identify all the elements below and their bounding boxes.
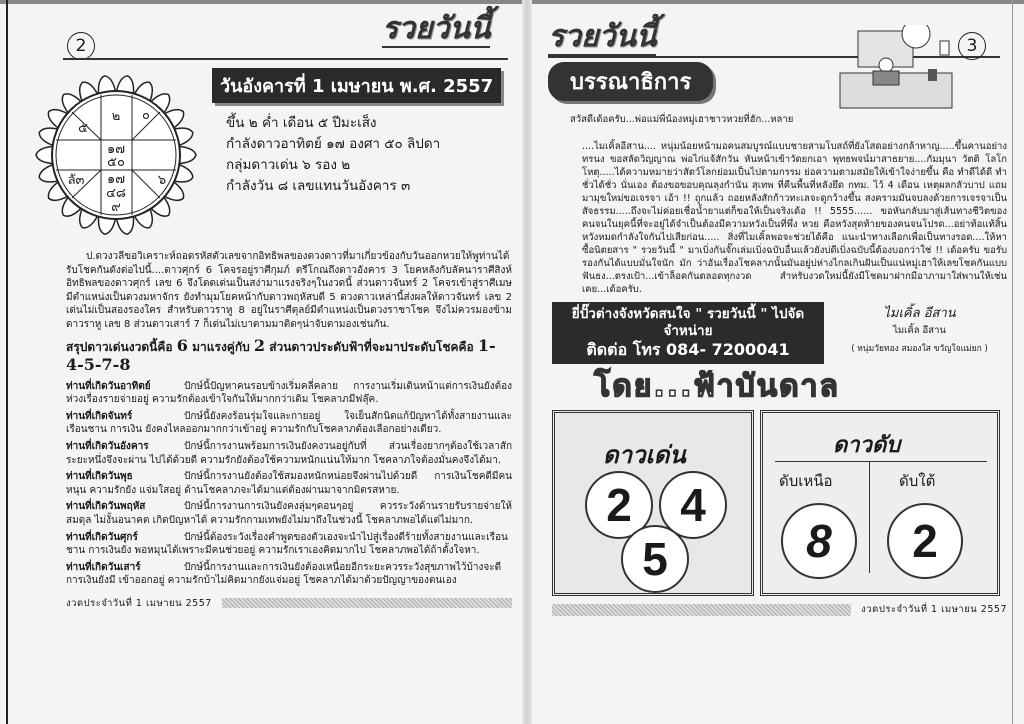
horoscope-text: ปักษ์นี้การงานการเงินยังคงลุ่มๆดอนๆอยู่ ควรระวังด้านรายรับรายจ่ายให้สมดุล ไม่งั้นอนาคต (66, 501, 512, 526)
footer-bar (552, 604, 851, 616)
info-line: กำลังวัน ๘ เลขแทนวันอังคาร ๓ (226, 178, 411, 194)
wheel-cell: ๑๗ (106, 172, 126, 187)
south-number: 2 (887, 503, 963, 579)
page-number: 2 (67, 32, 95, 60)
horoscope-text-cont: ความรักต้องเข้าใจกันให้มากกว่าเดิม โชคลาภมีฟลุ๊ค. (152, 394, 379, 406)
ad-line: ยี่ปั๊วต่างจังหวัดสนใจ " รวยวันนี้ " ไปจัดจำหน่าย (571, 306, 805, 339)
divider (775, 461, 987, 462)
wheel-cell: ลั๓ (67, 173, 85, 188)
horoscope-text-cont: เข้าออกอยู่ ความรักบ้าไม่คิดมากยังแจ่มอยู่ โชคลาภได้มาด้วยปัญญาของตนเอง (118, 575, 457, 587)
right-page-content (552, 140, 1007, 617)
horoscope-text: ปักษ์นี้ปัญหาคนรอบข้างเริ่มคลี่คลาย การงานเริ่มเดินหน้าแต่การเงินยังต้องห่วงเรื่องรายจ่ายอยู่ (66, 380, 512, 406)
main-number: 6 (176, 335, 188, 355)
wheel-cell: ๐ (142, 108, 150, 123)
horoscope-entry (66, 531, 512, 558)
horoscope-day: ท่านที่เกิดวันเสาร์ (66, 561, 141, 573)
astro-info (212, 113, 512, 197)
horoscope-text: ปักษ์นี้การงานและการเงินยังต้องเหนื่อยอีกระยะควรระวังสุขภาพไว้บ้างจะดี การเงินยังมี (66, 561, 502, 587)
summary-line (66, 337, 512, 375)
wheel-cell: ๔๘ (106, 186, 126, 201)
scan-top-edge (0, 0, 1024, 4)
divider (869, 461, 870, 573)
horoscope-text: ปักษ์นี้การงานยังต้องใช้สมองหนักหน่อยจึงผ่านไปด้วยดี การเงินโชคดีมีคนหนุน ความรักยัง (66, 471, 512, 496)
horoscope-day: ท่านที่เกิดวันอังคาร (66, 440, 149, 452)
magazine-logo: รวยวันนี้ (548, 19, 657, 54)
page-footer: งวดประจำวันที่ 1 เมษายน 2557 (66, 597, 212, 609)
footer-row (66, 596, 512, 611)
horoscope-text: ปักษ์นี้ต้องระวังเรื่องคำพูดของตัวเองจะนำไปสู่เรื่องดีร้ายทั้งสายงานและเรือนชาน การเงินยัง (66, 531, 508, 557)
horoscope-text: ปักษ์นี้ยังคงร้อนรุ่มใจและกายอยู่ ใจเย็นสักนิดแก้ปัญหาได้ทั้งสายงานและเรือนชาน การเงิน (66, 410, 512, 436)
page-number: 3 (958, 32, 986, 60)
page-footer: งวดประจำวันที่ 1 เมษายน 2557 (861, 604, 1007, 615)
wheel-cell: ๖ (157, 173, 167, 188)
date-and-info (212, 68, 512, 197)
magazine-logo: รวยวันนี้ (382, 11, 491, 46)
wheel-cell: ๑๗ (106, 142, 126, 157)
lucky-number: 2 (585, 471, 653, 539)
signature-note: ( หนุ่มวัยทอง สมองใส ขวัญใจแม่ยก ) (851, 344, 988, 354)
horoscope-text-cont: แจ่มใสอยู่ ด้านโชคลาภจะได้มาแต่ต้องผ่านมาจากมิตรสหาย. (139, 484, 400, 496)
horoscope-text-cont: ไปได้ด้วยดี ความรักยังต้องใช้ความหนักแน่นให้มาก โชคลาภใจต้องมั่นคงจึงได้มา. (149, 454, 502, 466)
ad-row (552, 302, 1007, 364)
horoscope-day: ท่านที่เกิดวันศุกร์ (66, 531, 138, 543)
wheel-cell: ๙ (111, 200, 121, 215)
horoscope-entry (66, 470, 512, 497)
dead-stars-title: ดาวดับ (833, 432, 901, 458)
byline-title: โดย...ฟ้าบันดาล (594, 369, 840, 404)
wheel-cell: ๕๐ (107, 155, 125, 170)
editorial-text: ....ไมเคิ้ลอีสาน.... หนุ่มน้อยหน้ามอคนสมบูรณ์แบบชายสามโบสถ์ที่ยังโสดอย่างกล้าหาญ.....ขึ้นคานอย่างทรนง ขอสลัดวิญญาณ พ่อไก่แจ้สักวัน หันหน้าเข้าวัดยกเอา พุทธพจน์มาสาธยาย....กัมมุนา วัตติ โลโก โหตุ.....ได้ความหมายว่าสัตว์โลกย่อมเป็นไปตามกรรม ย่อความตามสมัยให้เข้าใจง่ายขึ้น คือ ทำดีได้ดี ทำชั่วได้ชั่ว นั่นเอง ต้องขอขอบคุณลุงกำนัน สุเทพ ที่คืนพื้นที่หลังยึด กทม. ไว้ 4 เดือน เหตุผลกลัวบาป แถมมามุขใหม่ขอเจรจา เอ้า !! ถูกแล้ว ถอยหลังสักก้าวทะเลจะดูกว้างขึ้น สงครามมันจบลงด้วยการเจรจาเป็นสัจธรรม.....ถึงจะไม่ค่อยเชื่อน้ำยาแต่ก็ขอให้เป็นจริงเด้อ !! 5555...... ขอหันกลับมาสู่เส้นทางชีวิตของคนจนในยุคนี้ที่จะอยู่ได้จำเป็นต้องมีความหวังเป็นที่พึ่ง หวย คือหวังสุดท้ายของคนจนโปรด...อย่าท้อแท้สิ้นหวังหมดกำลังใจกันไปเสียก่อน..... สิ่งที่ไมเคิ้ลพอจะช่วยได้คือ แนะนำทางเลือกเพื่อเป็นทางรอด....ให้หาซื้อนิตยสาร " รวยวันนี้ " มาเบิ่งกันจั๊กเล่มเบิ่งฉบับอื่นแล้วยังบ่ดีเบิ่งฉบับนี้ต้องบอกว่าใช่ !! เด้อครับ ขอรับรองกันได้แบบมั่นใจนัก มัก ว่าอันเรื่องโชคลาภนั้นมันอยู่บ่ห่างไกลเกินฝันเป็นแน่หมู่เฮาให้เลขโชคกันแบบฟันธง...ตรงเป้า...เข้าล็อคกันตลอดทุกงวด สำหรับงวดใหม่นี้ยังมีโชคมาฝากมีอาภามาใส่พานให้เช่นเคย...เด้อครับ. (582, 141, 1007, 295)
signature-block (832, 302, 1007, 355)
lucky-number: 5 (621, 525, 689, 593)
horoscope-text-cont: ยังคงไหลออกมากกว่าเข้าอยู่ ความรักกับโชคลาภต้องเลือกอย่างเดียว. (145, 424, 442, 436)
greeting: สวัสดีเด้อครับ...พ่อแม่พี่น้องหมู่เฮาชาวหวยที่ฮัก...หลาย (570, 114, 794, 125)
second-number: 2 (253, 335, 266, 355)
horoscope-wheel (20, 62, 215, 252)
north-number: 8 (781, 503, 857, 579)
left-page-content (66, 250, 512, 611)
editor-desk-illustration (838, 25, 958, 110)
horoscope-entry (66, 440, 512, 467)
horoscope-entry (66, 561, 512, 588)
horoscope-entry (66, 500, 512, 527)
dead-stars-box (760, 410, 1000, 596)
header-rule (63, 58, 508, 60)
lucky-stars-box (552, 410, 754, 596)
star-boxes (552, 410, 1007, 596)
date-banner: วันอังคารที่ 1 เมษายน พ.ศ. 2557 (212, 68, 501, 103)
summary-prefix: สรุปดาวเด่นงวดนี้คือ (66, 339, 173, 354)
scan-left-edge (6, 0, 8, 724)
horoscope-day: ท่านที่เกิดวันอาทิตย์ (66, 380, 151, 392)
wheel-cell: ๕ (78, 121, 88, 136)
analysis-paragraph: ป.ดวงวลีขอวิเคราะห์ถอดรหัสตัวเลขจากอิทธิพลของดวงดาวที่มาเกี่ยวข้องกับวันออกหวยให้พูท่านได้รับโชคกันดังต่อไปนี้....ดาวศุกร์ 6 โคจรอยู่ราศีกุมภ์ ตรีโกณถึงดาวอังคาร 3 โยคหลังกับลัคนาราศีสิงห์ อิทธิพลของดาวศุกร์ เลข 6 จึงโดดเด่นเป็นสง่ามาแรงจริงๆในงวดนี้ ส่วนดาวจันทร์ 2 โคจรเข้าสู่ราศีเมษ มีตำแหน่งเป็นดวงมหาจักร ยังทำมุมโยคหน้ากับดาวพฤหัสบดี 5 ดวงดาวเหล่านี้ส่งผลให้ดาวจันทร์ เลข 2 เด่นไม่เป็นสองรองใคร สำหรับดาวราหู 8 อยู่ในราศีตุลย์มีตำแหน่งเป็นดวงราชาโชค จึงไม่ควรมองข้ามดาวราหู เลข 8 ส่วนดาวเสาร์ 7 ก็เด่นไม่เบาตามมาติดๆน่าจับตามองเช่นกัน. (66, 251, 512, 330)
horoscope-day: ท่านที่เกิดวันพุธ (66, 471, 133, 483)
signature-script: ไมเคิ้ล อีสาน (883, 306, 956, 321)
ad-phone: ติดต่อ โทร 084- 7200041 (586, 340, 790, 359)
horoscope-day: ท่านที่เกิดวันพฤหัส (66, 501, 146, 513)
info-line: กลุ่มดาวเด่น ๖ รอง ๒ (226, 157, 351, 173)
info-line: กำลังดาวอาทิตย์ ๑๗ องศา ๕๐ ลิปดา (226, 136, 441, 152)
footer-bar (222, 598, 512, 608)
scan-right-edge (1012, 0, 1013, 724)
horoscope-text: ปักษ์นี้การงานพร้อมการเงินยังคงวนอยู่กับที่ ส่วนเรื่องยากๆต้องใช้เวลาสักระยะหนึ่งจึงจะผ่าน (66, 440, 512, 466)
section-title: บรรณาธิการ (548, 62, 713, 101)
footer-row (552, 602, 1007, 617)
horoscope-entry (66, 410, 512, 437)
horoscope-entry (66, 380, 512, 407)
distributor-ad (552, 302, 824, 364)
lucky-stars-title: ดาวเด่น (603, 440, 686, 469)
wheel-cell: ๒ (111, 109, 121, 124)
page-spine (522, 0, 532, 724)
info-line: ขึ้น ๒ ค่ำ เดือน ๕ ปีมะเส็ง (226, 115, 377, 131)
supporting-numbers: 1-4-5-7-8 (66, 335, 496, 374)
north-label: ดับเหนือ (779, 472, 833, 490)
signature-name: ไมเคิ้ล อีสาน (893, 325, 946, 336)
lucky-number: 4 (659, 471, 727, 539)
horoscope-text-cont: เกิดปัญหาได้ ความรักกามเทพยังไม่มาถึงในช่วงนี้ โชคลาภพอได้แต่ไม่มาก. (152, 514, 474, 526)
horoscope-day: ท่านที่เกิดจันทร์ (66, 410, 133, 422)
horoscope-list (66, 380, 512, 591)
south-label: ดับใต้ (899, 472, 936, 490)
summary-suffix: ส่วนดาวประดับฟ้าที่จะมาประดับโชคคือ (269, 339, 474, 354)
horoscope-text-cont: พอหมุนได้เพราะมีคนช่วยอยู่ ความรักเราเองคิดมากไป โชคลาภพอได้ถ้าตั้งใจหา. (134, 545, 480, 557)
summary-mid: มาแรงคู่กับ (192, 339, 250, 354)
